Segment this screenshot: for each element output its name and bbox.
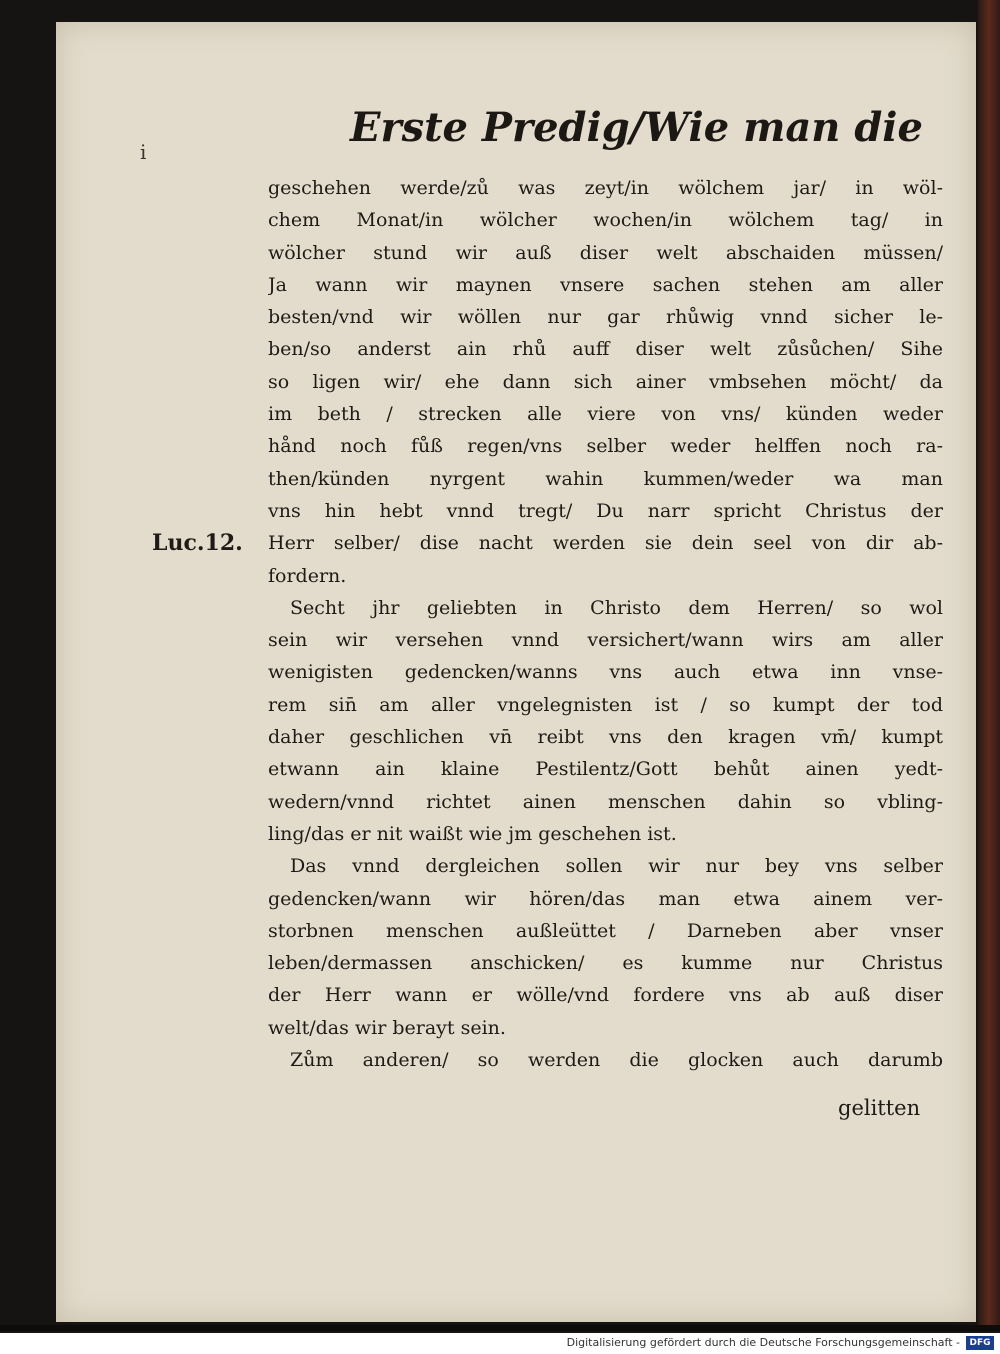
text-line: im beth / strecken alle viere von vns/ künden weder bbox=[268, 403, 943, 426]
text-line: fordern. bbox=[268, 564, 347, 587]
body-text bbox=[268, 172, 943, 1076]
footer-bar bbox=[0, 1333, 1000, 1354]
text-line: geschehen werde/zů was zeyt/in wölchem jar/ in wöl‑ bbox=[268, 177, 943, 199]
dfg-logo: DFG bbox=[966, 1336, 994, 1350]
funding-credit: Digitalisierung gefördert durch die Deutsche Forschungsgemeinschaft - bbox=[566, 1336, 960, 1349]
text-line: leben/dermassen anschicken/ es kumme nur Christus bbox=[268, 952, 943, 975]
margin-note-reference: Luc.12. bbox=[152, 530, 243, 556]
text-line: storbnen menschen außleüttet / Darneben aber vnser bbox=[268, 919, 943, 942]
text-line: vns hin hebt vnnd tregt/ Du narr spricht Christus der bbox=[268, 499, 943, 522]
text-line: wenigisten gedencken/wanns vns auch etwa inn vnse‑ bbox=[268, 661, 943, 684]
page-bottom-shadow bbox=[0, 1325, 1000, 1331]
text-line: wedern/vnnd richtet ainen menschen dahin so vbling‑ bbox=[268, 790, 943, 813]
text-line: welt/das wir berayt sein. bbox=[268, 1016, 506, 1039]
book-spine-edge bbox=[978, 0, 1000, 1325]
margin-mark: i bbox=[140, 140, 147, 164]
text-line: Secht jhr geliebten in Christo dem Herren/ so wol bbox=[290, 596, 943, 619]
text-line: rem sin̄ am aller vngelegnisten ist / so kumpt der tod bbox=[268, 693, 943, 716]
text-line: then/künden nyrgent wahin kummen/weder wa man bbox=[268, 467, 943, 490]
text-line: Das vnnd dergleichen sollen wir nur bey vns selber bbox=[290, 855, 943, 878]
running-head: Erste Predig/Wie man die bbox=[350, 104, 923, 151]
text-line: gedencken/wann wir hören/das man etwa ainem ver‑ bbox=[268, 887, 943, 910]
text-line: ling/das er nit waißt wie jm geschehen ist. bbox=[268, 822, 677, 845]
text-line: wölcher stund wir auß diser welt abschaiden müssen/ bbox=[268, 241, 943, 264]
catchword: gelitten bbox=[838, 1096, 921, 1120]
text-line: Zům anderen/ so werden die glocken auch darumb bbox=[290, 1049, 943, 1072]
text-line: daher geschlichen vn̄ reibt vns den kragen vm̄/ kumpt bbox=[268, 726, 943, 749]
text-line: so ligen wir/ ehe dann sich ainer vmbsehen möcht/ da bbox=[268, 370, 943, 393]
text-line: der Herr wann er wölle/vnd fordere vns ab auß diser bbox=[268, 984, 943, 1007]
text-line: etwann ain klaine Pestilentz/Gott behůt ainen yedt‑ bbox=[268, 758, 943, 781]
text-line: Herr selber/ dise nacht werden sie dein seel von dir ab‑ bbox=[268, 532, 943, 555]
text-line: hånd noch fůß regen/vns selber weder helffen noch ra‑ bbox=[268, 435, 943, 458]
text-line: ben/so anderst ain rhů auff diser welt zůsůchen/ Sihe bbox=[268, 338, 943, 361]
text-line: chem Monat/in wölcher wochen/in wölchem tag/ in bbox=[268, 209, 943, 232]
text-line: sein wir versehen vnnd versichert/wann wirs am aller bbox=[268, 629, 943, 652]
text-line: Ja wann wir maynen vnsere sachen stehen am aller bbox=[268, 273, 943, 296]
text-line: besten/vnd wir wöllen nur gar rhůwig vnnd sicher le‑ bbox=[268, 306, 943, 329]
